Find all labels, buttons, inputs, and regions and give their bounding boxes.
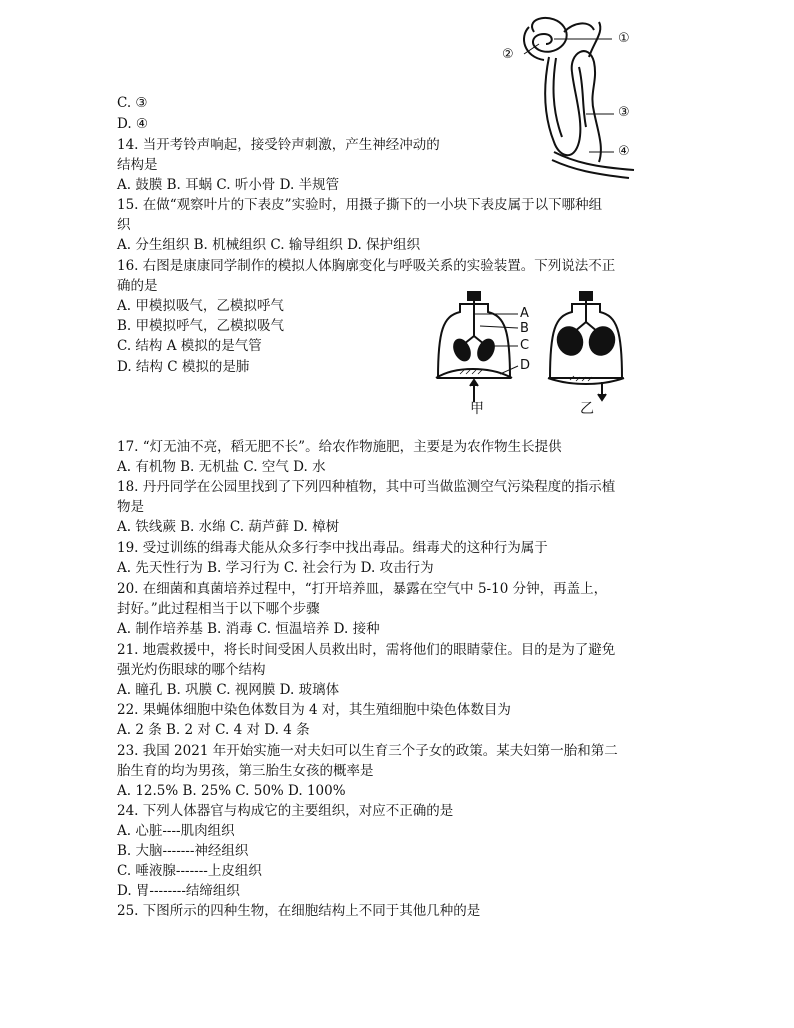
text-line: 22. 果蝇体细胞中染色体数目为 4 对，其生殖细胞中染色体数目为 bbox=[117, 702, 511, 718]
text-line: A. 有机物 B. 无机盐 C. 空气 D. 水 bbox=[117, 459, 326, 475]
part-label-a: A bbox=[520, 306, 529, 321]
text-line: 物是 bbox=[117, 499, 144, 515]
text-line: 结构是 bbox=[117, 157, 158, 173]
text-line: D. 胃--------结缔组织 bbox=[117, 883, 240, 899]
nephron-figure bbox=[494, 12, 644, 182]
text-line: A. 12.5% B. 25% C. 50% D. 100% bbox=[117, 783, 346, 799]
text-line: A. 心脏----肌肉组织 bbox=[117, 823, 235, 839]
label-1: ① bbox=[618, 31, 630, 46]
text-line: 17. “灯无油不亮，稻无肥不长”。给农作物施肥，主要是为农作物生长提供 bbox=[117, 439, 562, 455]
text-line: D. 结构 C 模拟的是肺 bbox=[117, 359, 250, 375]
text-line: A. 鼓膜 B. 耳蜗 C. 听小骨 D. 半规管 bbox=[117, 177, 340, 193]
breathing-model-figure bbox=[430, 286, 630, 416]
text-line: A. 分生组织 B. 机械组织 C. 输导组织 D. 保护组织 bbox=[117, 237, 421, 253]
caption-jia: 甲 bbox=[470, 401, 484, 417]
text-line: A. 铁线蕨 B. 水绵 C. 葫芦藓 D. 樟树 bbox=[117, 519, 340, 535]
label-2: ② bbox=[502, 47, 514, 62]
label-3: ③ bbox=[618, 105, 630, 120]
text-line: C. 结构 A 模拟的是气管 bbox=[117, 338, 262, 354]
part-label-b: B bbox=[520, 321, 529, 336]
text-line: D. ④ bbox=[117, 116, 149, 132]
text-line: 24. 下列人体器官与构成它的主要组织，对应不正确的是 bbox=[117, 803, 454, 819]
caption-yi: 乙 bbox=[580, 401, 594, 417]
part-label-c: C bbox=[520, 338, 530, 353]
text-line: 15. 在做“观察叶片的下表皮”实验时，用摄子撕下的一小块下表皮属于以下哪种组 bbox=[117, 197, 603, 213]
text-line: B. 大脑-------神经组织 bbox=[117, 843, 249, 859]
text-line: 14. 当开考铃声响起，接受铃声刺激，产生神经冲动的 bbox=[117, 137, 440, 153]
text-line: 25. 下图所示的四种生物，在细胞结构上不同于其他几种的是 bbox=[117, 903, 481, 919]
text-line: A. 制作培养基 B. 消毒 C. 恒温培养 D. 接种 bbox=[117, 621, 380, 637]
text-line: A. 先天性行为 B. 学习行为 C. 社会行为 D. 攻击行为 bbox=[117, 560, 434, 576]
text-line: A. 甲模拟吸气，乙模拟呼气 bbox=[117, 298, 284, 314]
text-line: A. 2 条 B. 2 对 C. 4 对 D. 4 条 bbox=[117, 722, 310, 738]
text-line: C. 唾液腺-------上皮组织 bbox=[117, 863, 262, 879]
part-label-d: D bbox=[520, 358, 531, 373]
text-line: 18. 丹丹同学在公园里找到了下列四种植物，其中可当做监测空气污染程度的指示植 bbox=[117, 479, 616, 495]
text-line: 确的是 bbox=[117, 278, 158, 294]
text-line: 19. 受过训练的缉毒犬能从众多行李中找出毒品。缉毒犬的这种行为属于 bbox=[117, 540, 548, 556]
text-line: 21. 地震救援中，将长时间受困人员救出时，需将他们的眼睛蒙住。目的是为了避免 bbox=[117, 642, 616, 658]
text-line: 23. 我国 2021 年开始实施一对夫妇可以生育三个子女的政策。某夫妇第一胎和第二 bbox=[117, 743, 618, 759]
bell-jar-drawing bbox=[430, 286, 630, 416]
text-line: 胎生育的均为男孩，第三胎生女孩的概率是 bbox=[117, 763, 374, 779]
text-line: 织 bbox=[117, 217, 131, 233]
label-4: ④ bbox=[618, 144, 630, 159]
text-line: B. 甲模拟呼气，乙模拟吸气 bbox=[117, 318, 285, 334]
text-line: C. ③ bbox=[117, 95, 148, 111]
text-line: 20. 在细菌和真菌培养过程中，“打开培养皿，暴露在空气中 5-10 分钟，再盖上， bbox=[117, 581, 608, 597]
text-line: A. 瞳孔 B. 巩膜 C. 视网膜 D. 玻璃体 bbox=[117, 682, 340, 698]
text-line: 16. 右图是康康同学制作的模拟人体胸廓变化与呼吸关系的实验装置。下列说法不正 bbox=[117, 258, 616, 274]
text-line: 强光灼伤眼球的哪个结构 bbox=[117, 662, 266, 678]
text-line: 封好。”此过程相当于以下哪个步骤 bbox=[117, 601, 320, 617]
